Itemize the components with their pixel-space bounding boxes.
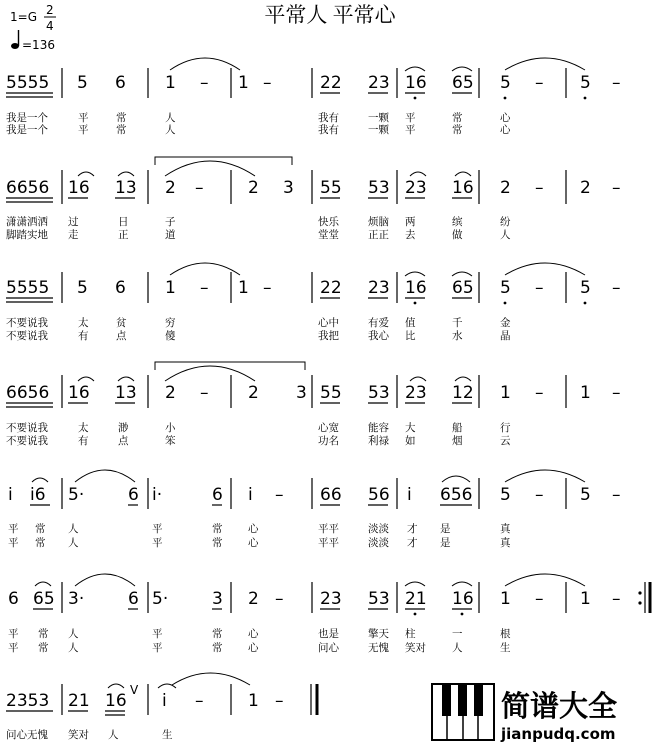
- note-group: 3: [283, 178, 294, 198]
- lyric: 我有: [318, 124, 339, 136]
- note-group: i: [248, 485, 253, 505]
- note-group: 23: [368, 73, 390, 93]
- lyric: 常: [38, 642, 49, 654]
- dash: –: [200, 383, 209, 403]
- score-line-6: [8, 574, 650, 654]
- dash: –: [263, 278, 272, 298]
- dash: –: [612, 485, 621, 505]
- lyric: 行: [500, 422, 511, 434]
- lyric: 平平: [318, 523, 339, 535]
- note-group: 2: [248, 589, 259, 609]
- tempo-marking: =136: [22, 38, 55, 52]
- note-group: 6: [115, 73, 126, 93]
- note-group: 1: [500, 589, 511, 609]
- note-group: 65: [33, 589, 55, 609]
- lyric: 太: [78, 317, 89, 329]
- lyric: 是: [440, 537, 451, 549]
- lyric: 烟: [452, 435, 463, 447]
- note-group: 53: [368, 383, 390, 403]
- lyric: 柱: [405, 628, 416, 640]
- lyric: 有: [78, 435, 89, 447]
- dash: –: [612, 278, 621, 298]
- lyric: 常: [35, 537, 46, 549]
- lyric: 常: [452, 124, 463, 136]
- lyric: 平: [78, 124, 89, 136]
- lyric: 有爱: [368, 317, 389, 329]
- note-group: 1: [238, 73, 249, 93]
- dash: –: [612, 589, 621, 609]
- note-group: 6: [128, 485, 139, 505]
- note-group: 21: [68, 691, 90, 711]
- lyric: 真: [500, 537, 511, 549]
- lyric: 烦脑: [368, 216, 389, 228]
- note-group: 1: [165, 73, 176, 93]
- score-line-1: [6, 58, 621, 136]
- note-group: 1: [238, 278, 249, 298]
- lyric: 不要说我: [6, 422, 48, 434]
- note-group: 22: [320, 278, 342, 298]
- note-group: 5: [500, 485, 511, 505]
- lyric: 一颗: [368, 124, 389, 136]
- lyric: 快乐: [318, 216, 339, 228]
- lyric: 无愧: [368, 642, 389, 654]
- lyric: 人: [452, 642, 463, 654]
- note-group: 5·: [68, 485, 85, 505]
- breath-mark: V: [130, 683, 139, 697]
- lyric: 生: [500, 642, 511, 654]
- lyric: 心: [500, 124, 511, 136]
- lyric: 平: [152, 523, 163, 535]
- dash: –: [612, 73, 621, 93]
- note-group: 65: [452, 73, 474, 93]
- note-group: 6656: [6, 383, 50, 403]
- note-group: 16: [105, 691, 127, 711]
- dash: –: [535, 178, 544, 198]
- lyric: 堂堂: [318, 229, 339, 241]
- lyric: 去: [405, 229, 416, 241]
- note-group: 5555: [6, 73, 50, 93]
- lyric: 平: [8, 642, 19, 654]
- lyric: 我是一个: [6, 112, 48, 124]
- lyric: 人: [68, 642, 79, 654]
- note-group: 6656: [6, 178, 50, 198]
- note-group: 16: [68, 383, 90, 403]
- dash: –: [535, 589, 544, 609]
- lyric: 常: [116, 112, 127, 124]
- lyric: 一颗: [368, 112, 389, 124]
- note-group: 2: [165, 383, 176, 403]
- dash: –: [275, 691, 284, 711]
- note-group: 13: [115, 383, 137, 403]
- lyric: 我是一个: [6, 124, 48, 136]
- note-group: 53: [368, 589, 390, 609]
- note-group: 2: [248, 178, 259, 198]
- lyric: 潇潇洒洒: [6, 216, 48, 228]
- lyric: 心: [500, 112, 511, 124]
- note-group: 2: [580, 178, 591, 198]
- note-group: 1: [580, 383, 591, 403]
- lyric: 如: [405, 435, 416, 447]
- note-group: i: [162, 691, 167, 711]
- lyric: 人: [68, 523, 79, 535]
- site-logo: [432, 684, 617, 743]
- score-line-7: [6, 673, 317, 741]
- lyric: 水: [452, 330, 463, 342]
- lyric: 能容: [368, 422, 389, 434]
- lyric: 人: [68, 537, 79, 549]
- note-group: 6: [128, 589, 139, 609]
- note-group: 66: [320, 485, 342, 505]
- dash: –: [275, 485, 284, 505]
- dash: –: [200, 278, 209, 298]
- lyric: 问心无愧: [6, 729, 48, 741]
- note-group: 23: [320, 589, 342, 609]
- note-group: 656: [440, 485, 473, 505]
- note-group: 6: [212, 485, 223, 505]
- lyric: 平: [152, 642, 163, 654]
- note-group: i·: [152, 485, 163, 505]
- lyric: 道: [165, 229, 176, 241]
- logo-name: 简谱大全: [501, 689, 618, 723]
- lyric: 云: [500, 435, 511, 447]
- note-group: 13: [115, 178, 137, 198]
- lyric: 小: [165, 422, 176, 434]
- dash: –: [195, 178, 204, 198]
- lyric: 正: [118, 229, 129, 241]
- lyric: 人: [165, 112, 176, 124]
- lyric: 功名: [318, 435, 339, 447]
- lyric: 有: [78, 330, 89, 342]
- lyric: 心: [248, 642, 259, 654]
- note-group: 3: [212, 589, 223, 609]
- note-group: 5: [580, 485, 591, 505]
- note-group: 22: [320, 73, 342, 93]
- lyric: 我心: [368, 330, 389, 342]
- dash: –: [200, 73, 209, 93]
- note-group: 3·: [68, 589, 85, 609]
- lyric: 日: [118, 216, 129, 228]
- note-group: 6: [115, 278, 126, 298]
- lyric: 正正: [368, 229, 389, 241]
- lyric: 心: [248, 523, 259, 535]
- note-group: 16: [68, 178, 90, 198]
- lyric: 笑对: [68, 729, 89, 741]
- note-group: 16: [405, 73, 427, 93]
- note-group: 16: [405, 278, 427, 298]
- note-group: 5: [580, 278, 591, 298]
- lyric: 常: [452, 112, 463, 124]
- quarter-note-icon: [11, 30, 19, 49]
- note-group: 5·: [152, 589, 169, 609]
- lyric: 傻: [165, 330, 176, 342]
- lyric: 两: [405, 216, 416, 228]
- lyric: 心: [248, 537, 259, 549]
- note-group: 16: [452, 178, 474, 198]
- lyric: 平: [8, 537, 19, 549]
- lyric: 生: [162, 729, 173, 741]
- note-group: 1: [580, 589, 591, 609]
- lyric: 才: [407, 537, 418, 549]
- lyric: 金: [500, 317, 511, 329]
- note-group: 23: [368, 278, 390, 298]
- song-title: 平常人 平常心: [264, 3, 396, 27]
- lyric: 人: [165, 124, 176, 136]
- lyric: 子: [165, 216, 176, 228]
- lyric: 笨: [165, 435, 176, 447]
- lyric: 点: [116, 330, 127, 342]
- lyric: 人: [500, 229, 511, 241]
- lyric: 平: [8, 523, 19, 535]
- lyric: 常: [212, 523, 223, 535]
- note-group: 21: [405, 589, 427, 609]
- lyric: 太: [78, 422, 89, 434]
- note-group: 53: [368, 178, 390, 198]
- dash: –: [535, 73, 544, 93]
- note-group: 23: [405, 178, 427, 198]
- lyric: 心宽: [318, 422, 339, 434]
- lyric: 常: [212, 642, 223, 654]
- logo-url: jianpudq.com: [501, 725, 616, 743]
- note-group: i: [8, 485, 13, 505]
- note-group: 5: [500, 278, 511, 298]
- lyric: 心: [248, 628, 259, 640]
- note-group: 23: [405, 383, 427, 403]
- dash: –: [612, 178, 621, 198]
- dash: –: [535, 278, 544, 298]
- note-group: 56: [368, 485, 390, 505]
- lyric: 平: [405, 112, 416, 124]
- note-group: 12: [452, 383, 474, 403]
- note-group: 55: [320, 383, 342, 403]
- score-line-5: [8, 470, 621, 549]
- lyric: 平: [152, 628, 163, 640]
- note-group: 1: [248, 691, 259, 711]
- lyric: 才: [407, 523, 418, 535]
- lyric: 人: [108, 729, 119, 741]
- lyric: 值: [405, 317, 416, 329]
- lyric: 不要说我: [6, 317, 48, 329]
- lyric: 是: [440, 523, 451, 535]
- lyric: 平: [8, 628, 19, 640]
- lyric: 问心: [318, 642, 339, 654]
- lyric: 平平: [318, 537, 339, 549]
- lyric: 穷: [165, 317, 176, 329]
- lyric: 缤: [452, 216, 463, 228]
- lyric: 擎天: [368, 628, 389, 640]
- lyric: 走: [68, 229, 79, 241]
- lyric: 常: [35, 523, 46, 535]
- note-group: 5: [500, 73, 511, 93]
- score-line-4: [6, 362, 621, 447]
- note-group: 5555: [6, 278, 50, 298]
- lyric: 千: [452, 317, 463, 329]
- lyric: 我把: [318, 330, 339, 342]
- lyric: 做: [452, 229, 463, 241]
- lyric: 平: [405, 124, 416, 136]
- key-signature: 1=G: [10, 10, 37, 24]
- lyric: 贫: [116, 317, 127, 329]
- lyric: 脚踏实地: [6, 229, 48, 241]
- note-group: 2: [500, 178, 511, 198]
- lyric: 晶: [500, 330, 511, 342]
- score-line-3: [6, 263, 621, 342]
- score-line-2: [6, 157, 621, 241]
- note-group: 5: [77, 73, 88, 93]
- lyric: 纷: [500, 216, 511, 228]
- dash: –: [612, 383, 621, 403]
- lyric: 渺: [118, 422, 129, 434]
- note-group: i6: [30, 485, 46, 505]
- lyric: 笑对: [405, 642, 426, 654]
- note-group: 2: [248, 383, 259, 403]
- lyric: 常: [212, 537, 223, 549]
- note-group: 5: [580, 73, 591, 93]
- lyric: 常: [212, 628, 223, 640]
- time-signature-bottom: 4: [46, 19, 54, 33]
- lyric: 一: [452, 628, 463, 640]
- lyric: 常: [38, 628, 49, 640]
- dash: –: [195, 691, 204, 711]
- lyric: 平: [78, 112, 89, 124]
- dash: –: [275, 589, 284, 609]
- lyric: 利禄: [368, 435, 389, 447]
- lyric: 点: [118, 435, 129, 447]
- lyric: 不要说我: [6, 330, 48, 342]
- lyric: 真: [500, 523, 511, 535]
- lyric: 比: [405, 330, 416, 342]
- note-group: 65: [452, 278, 474, 298]
- note-group: 16: [452, 589, 474, 609]
- note-group: 1: [165, 278, 176, 298]
- lyric: 大: [405, 422, 416, 434]
- note-group: 5: [77, 278, 88, 298]
- lyric: 淡淡: [368, 523, 389, 535]
- lyric: 也是: [318, 628, 339, 640]
- lyric: 不要说我: [6, 435, 48, 447]
- lyric: 常: [116, 124, 127, 136]
- lyric: 过: [68, 216, 79, 228]
- lyric: 我有: [318, 112, 339, 124]
- time-signature-top: 2: [46, 3, 54, 17]
- lyric: 人: [68, 628, 79, 640]
- note-group: 6: [8, 589, 19, 609]
- piano-keys-icon: [432, 684, 494, 740]
- dash: –: [535, 383, 544, 403]
- note-group: 1: [500, 383, 511, 403]
- dash: –: [263, 73, 272, 93]
- note-group: 55: [320, 178, 342, 198]
- lyric: 淡淡: [368, 537, 389, 549]
- lyric: 心中: [318, 317, 339, 329]
- lyric: 平: [152, 537, 163, 549]
- note-group: 2: [165, 178, 176, 198]
- lyric: 根: [500, 628, 511, 640]
- lyric: 船: [452, 422, 463, 434]
- dash: –: [535, 485, 544, 505]
- note-group: 2353: [6, 691, 50, 711]
- note-group: 3: [296, 383, 307, 403]
- note-group: i: [407, 485, 412, 505]
